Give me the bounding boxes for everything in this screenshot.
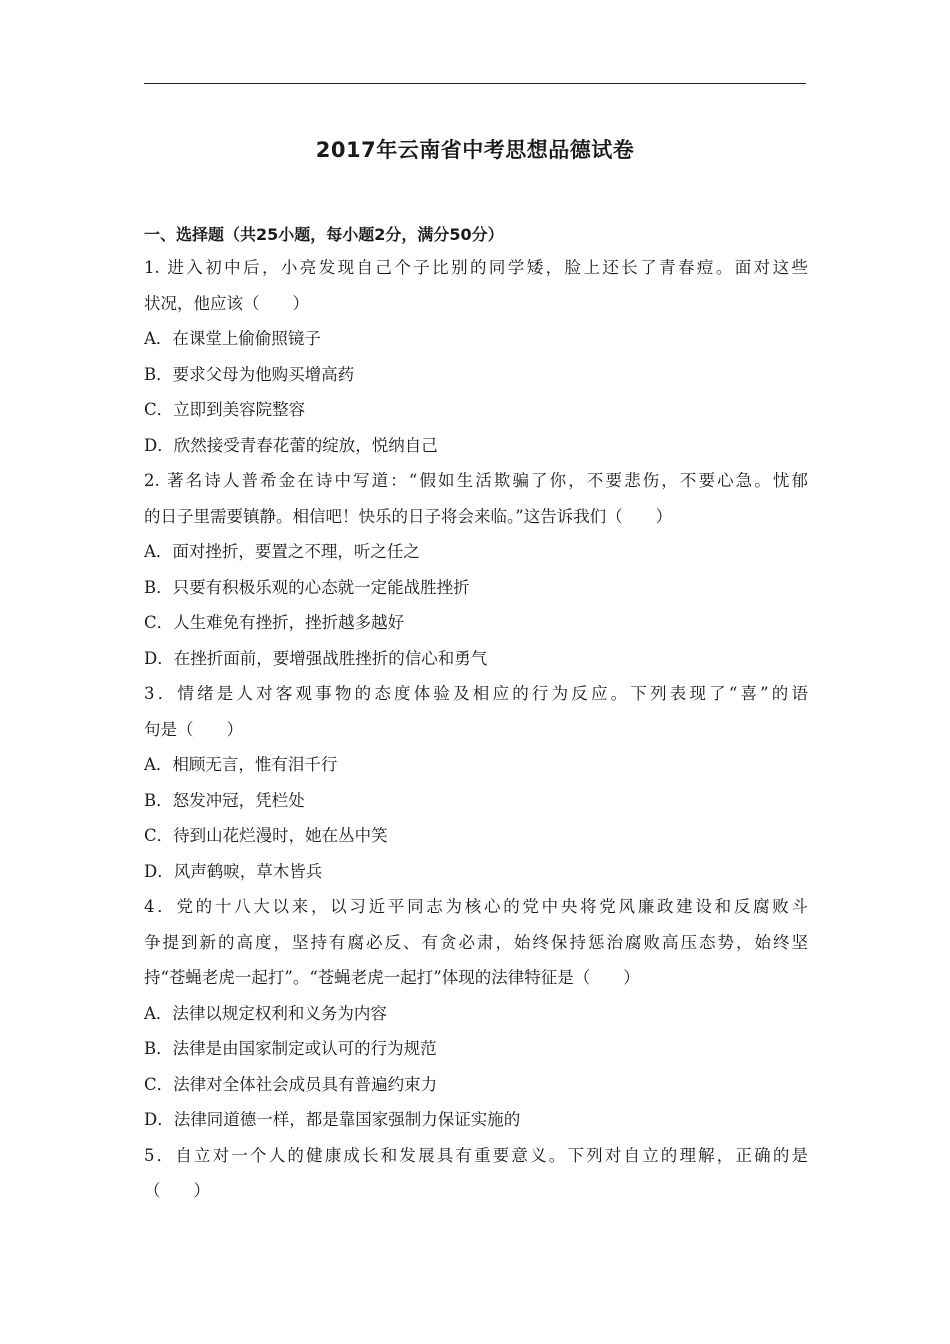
exam-title: 2017年云南省中考思想品德试卷 — [315, 138, 635, 162]
question-5 — [144, 1138, 808, 1209]
question-4-option-a: A．法律以规定权利和义务为内容 — [144, 1003, 387, 1023]
question-4-option-b: B．法律是由国家制定或认可的行为规范 — [144, 1039, 437, 1058]
question-3-option-c: C．待到山花烂漫时，她在丛中笑 — [144, 826, 388, 845]
question-5-text-line-2: （ ） — [144, 1181, 210, 1200]
question-3-text-line-2: 句是（ ） — [144, 719, 243, 739]
question-2-text-line-1: 2. 著名诗人普希金在诗中写道：“假如生活欺骗了你，不要悲伤，不要心急。忧郁 — [144, 471, 808, 490]
question-1-option-c: C．立即到美容院整容 — [144, 400, 306, 419]
question-2-option-d: D．在挫折面前，要增强战胜挫折的信心和勇气 — [144, 648, 488, 668]
question-3 — [144, 676, 808, 889]
question-4-option-c: C．法律对全体社会成员具有普遍约束力 — [144, 1074, 438, 1094]
question-2-option-b: B．只要有积极乐观的心态就一定能战胜挫折 — [144, 577, 470, 597]
question-2-option-a: A．面对挫折，要置之不理，听之任之 — [144, 542, 420, 561]
question-3-option-b: B．怒发冲冠，凭栏处 — [144, 790, 305, 810]
question-2-option-c: C．人生难免有挫折，挫折越多越好 — [144, 613, 405, 632]
question-2 — [144, 463, 808, 676]
question-3-option-d: D．风声鹤唳，草木皆兵 — [144, 861, 323, 881]
question-1 — [144, 250, 808, 463]
question-5-text-line-1: 5．自立对一个人的健康成长和发展具有重要意义。下列对自立的理解，正确的是 — [144, 1145, 808, 1165]
question-1-text-line-1: 1. 进入初中后，小亮发现自己个子比别的同学矮，脸上还长了青春痘。面对这些 — [144, 258, 808, 277]
exam-content — [144, 220, 808, 1209]
header-rule — [144, 83, 806, 84]
question-2-text-line-2: 的日子里需要镇静。相信吧！快乐的日子将会来临。”这告诉我们（ ） — [144, 506, 673, 526]
question-4-option-d: D．法律同道德一样，都是靠国家强制力保证实施的 — [144, 1110, 521, 1129]
question-4-text-line-3: 持“苍蝇老虎一起打”。“苍蝇老虎一起打”体现的法律特征是（ ） — [144, 968, 640, 987]
question-3-option-a: A．相顾无言，惟有泪千行 — [144, 755, 338, 774]
question-4 — [144, 889, 808, 1138]
question-1-option-a: A．在课堂上偷偷照镜子 — [144, 329, 321, 348]
question-3-text-line-1: 3．情绪是人对客观事物的态度体验及相应的行为反应。下列表现了“喜”的语 — [144, 684, 808, 703]
question-1-option-b: B．要求父母为他购买增高药 — [144, 364, 355, 384]
question-1-option-d: D．欣然接受青春花蕾的绽放，悦纳自己 — [144, 435, 438, 455]
question-4-text-line-1: 4．党的十八大以来，以习近平同志为核心的党中央将党风廉政建设和反腐败斗 — [144, 897, 808, 916]
question-1-text-line-2: 状况，他应该（ ） — [144, 293, 309, 313]
section-heading: 一、选择题（共25小题，每小题2分，满分50分） — [144, 225, 504, 244]
question-4-text-line-2: 争提到新的高度，坚持有腐必反、有贪必肃，始终保持惩治腐败高压态势，始终坚 — [144, 932, 808, 952]
